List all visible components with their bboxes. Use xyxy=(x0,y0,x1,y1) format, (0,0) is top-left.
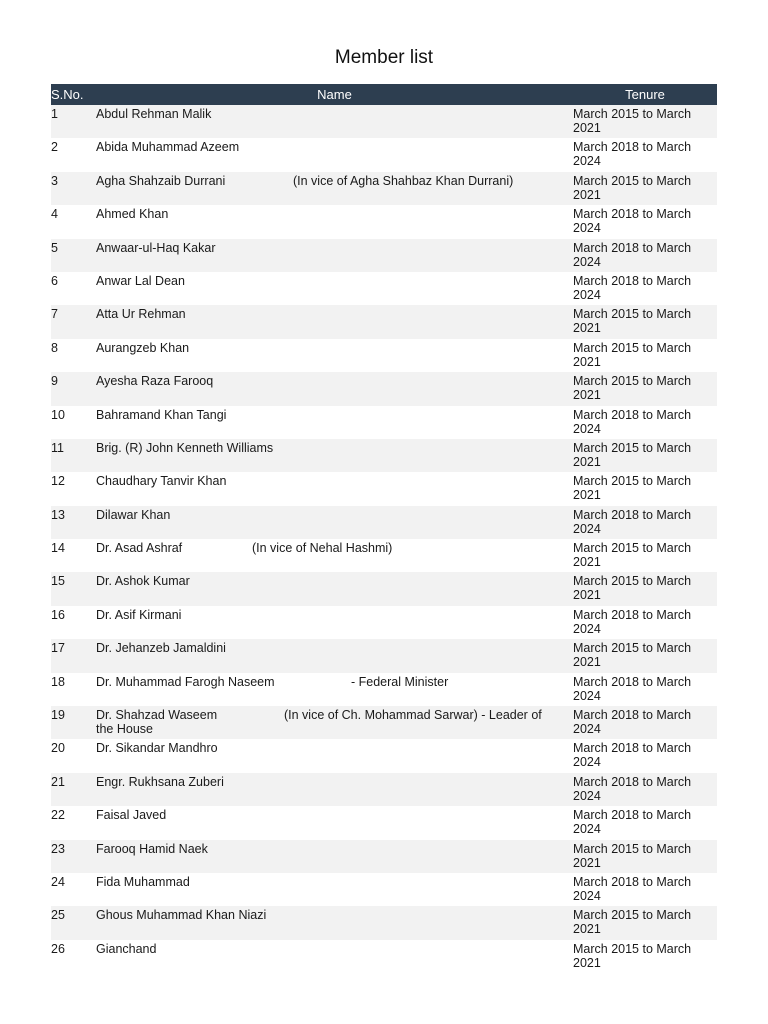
member-note: (In vice of Ch. Mohammad Sarwar) - Leader of xyxy=(284,708,542,723)
member-name: Dr. Asad Ashraf xyxy=(96,541,183,556)
member-note: (In vice of Nehal Hashmi) xyxy=(252,541,393,556)
sno-cell: 12 xyxy=(51,474,65,489)
name-cell xyxy=(96,474,573,505)
member-name: Ahmed Khan xyxy=(96,207,169,222)
sno-cell: 2 xyxy=(51,140,58,155)
member-note-continuation: the House xyxy=(96,722,153,737)
tenure-cell: March 2015 to March 2021 xyxy=(573,173,692,202)
member-name: Chaudhary Tanvir Khan xyxy=(96,474,227,489)
table-row xyxy=(51,840,717,873)
column-header-sno: S.No. xyxy=(51,87,84,102)
column-header-tenure: Tenure xyxy=(625,87,665,102)
tenure-cell: March 2018 to March 2024 xyxy=(573,240,692,269)
name-cell xyxy=(96,374,573,405)
member-name: Farooq Hamid Naek xyxy=(96,841,208,856)
name-cell xyxy=(96,541,573,572)
sno-cell: 3 xyxy=(51,173,58,188)
name-cell xyxy=(96,908,573,939)
name-cell xyxy=(96,708,573,739)
tenure-cell: March 2018 to March 2024 xyxy=(573,741,692,770)
sno-cell: 19 xyxy=(51,708,65,723)
table-row xyxy=(51,673,717,706)
page-title: Member list xyxy=(334,47,434,68)
member-name: Ghous Muhammad Khan Niazi xyxy=(96,908,267,923)
sno-cell: 21 xyxy=(51,774,65,789)
tenure-cell: March 2015 to March 2021 xyxy=(573,340,692,369)
name-cell xyxy=(96,875,573,906)
name-cell xyxy=(96,107,573,138)
member-name: Agha Shahzaib Durrani xyxy=(96,173,226,188)
sno-cell: 15 xyxy=(51,574,65,589)
name-cell xyxy=(96,741,573,772)
tenure-cell: March 2018 to March 2024 xyxy=(573,507,692,536)
member-name: Abida Muhammad Azeem xyxy=(96,140,240,155)
table-row xyxy=(51,773,717,806)
table-row xyxy=(51,539,717,572)
tenure-cell: March 2015 to March 2021 xyxy=(573,440,692,469)
tenure-cell: March 2018 to March 2024 xyxy=(573,674,692,703)
table-row xyxy=(51,105,717,138)
member-name: Dr. Jehanzeb Jamaldini xyxy=(96,641,226,656)
sno-cell: 26 xyxy=(51,941,65,956)
member-name: Brig. (R) John Kenneth Williams xyxy=(96,440,274,455)
sno-cell: 6 xyxy=(51,273,58,288)
name-cell xyxy=(96,441,573,472)
tenure-cell: March 2015 to March 2021 xyxy=(573,374,692,403)
tenure-cell: March 2015 to March 2021 xyxy=(573,641,692,670)
table-row xyxy=(51,572,717,605)
name-cell xyxy=(96,274,573,305)
member-name: Ayesha Raza Farooq xyxy=(96,374,214,389)
table-row xyxy=(51,706,717,739)
table-row xyxy=(51,806,717,839)
table-row xyxy=(51,172,717,205)
sno-cell: 8 xyxy=(51,340,58,355)
sno-cell: 10 xyxy=(51,407,65,422)
tenure-cell: March 2015 to March 2021 xyxy=(573,908,692,937)
table-row xyxy=(51,339,717,372)
tenure-cell: March 2015 to March 2021 xyxy=(573,574,692,603)
name-cell xyxy=(96,808,573,839)
name-cell xyxy=(96,140,573,171)
table-row xyxy=(51,506,717,539)
sno-cell: 7 xyxy=(51,307,58,322)
table-row xyxy=(51,639,717,672)
tenure-cell: March 2018 to March 2024 xyxy=(573,607,692,636)
member-name: Dr. Sikandar Mandhro xyxy=(96,741,218,756)
member-name: Dr. Shahzad Waseem xyxy=(96,708,218,723)
member-name: Dilawar Khan xyxy=(96,507,171,522)
table-row xyxy=(51,606,717,639)
table-row xyxy=(51,406,717,439)
member-name: Atta Ur Rehman xyxy=(96,307,186,322)
table-row xyxy=(51,272,717,305)
name-cell xyxy=(96,842,573,873)
member-name: Gianchand xyxy=(96,941,157,956)
member-name: Engr. Rukhsana Zuberi xyxy=(96,774,224,789)
sno-cell: 24 xyxy=(51,874,65,889)
member-name: Aurangzeb Khan xyxy=(96,340,190,355)
name-cell xyxy=(96,574,573,605)
tenure-cell: March 2015 to March 2021 xyxy=(573,474,692,503)
sno-cell: 17 xyxy=(51,641,65,656)
sno-cell: 18 xyxy=(51,674,65,689)
sno-cell: 23 xyxy=(51,841,65,856)
table-row xyxy=(51,906,717,939)
member-name: Faisal Javed xyxy=(96,808,167,823)
sno-cell: 22 xyxy=(51,808,65,823)
name-cell xyxy=(96,174,573,205)
member-note: (In vice of Agha Shahbaz Khan Durrani) xyxy=(293,173,514,188)
tenure-cell: March 2015 to March 2021 xyxy=(573,841,692,870)
tenure-cell: March 2015 to March 2021 xyxy=(573,107,692,135)
table-header xyxy=(51,84,717,105)
table-row xyxy=(51,472,717,505)
sno-cell: 14 xyxy=(51,541,65,556)
tenure-cell: March 2018 to March 2024 xyxy=(573,140,692,169)
table-row xyxy=(51,940,717,973)
tenure-cell: March 2018 to March 2024 xyxy=(573,273,692,302)
sno-cell: 13 xyxy=(51,507,65,522)
member-table xyxy=(51,84,717,973)
table-row xyxy=(51,372,717,405)
name-cell xyxy=(96,207,573,238)
member-name: Fida Muhammad xyxy=(96,874,190,889)
sno-cell: 5 xyxy=(51,240,58,255)
tenure-cell: March 2018 to March 2024 xyxy=(573,407,692,436)
tenure-cell: March 2018 to March 2024 xyxy=(573,808,692,837)
sno-cell: 9 xyxy=(51,374,58,389)
sno-cell: 20 xyxy=(51,741,65,756)
tenure-cell: March 2015 to March 2021 xyxy=(573,941,692,970)
sno-cell: 25 xyxy=(51,908,65,923)
table-body xyxy=(51,105,717,973)
name-cell xyxy=(96,307,573,338)
column-header-name: Name xyxy=(317,87,352,102)
name-cell xyxy=(96,508,573,539)
table-row xyxy=(51,873,717,906)
table-row xyxy=(51,205,717,238)
name-cell xyxy=(96,408,573,439)
name-cell xyxy=(96,775,573,806)
member-name: Dr. Asif Kirmani xyxy=(96,607,182,622)
name-cell xyxy=(96,241,573,272)
member-name: Anwaar-ul-Haq Kakar xyxy=(96,240,216,255)
name-cell xyxy=(96,675,573,706)
member-name: Dr. Ashok Kumar xyxy=(96,574,190,589)
tenure-cell: March 2018 to March 2024 xyxy=(573,207,692,236)
member-name: Anwar Lal Dean xyxy=(96,273,185,288)
sno-cell: 11 xyxy=(51,440,64,455)
tenure-cell: March 2018 to March 2024 xyxy=(573,874,692,903)
member-name: Abdul Rehman Malik xyxy=(96,107,212,121)
tenure-cell: March 2018 to March 2024 xyxy=(573,708,692,737)
name-cell xyxy=(96,341,573,372)
name-cell xyxy=(96,608,573,639)
sno-cell: 1 xyxy=(51,107,58,121)
member-note: - Federal Minister xyxy=(351,674,449,689)
table-row xyxy=(51,439,717,472)
table-row xyxy=(51,739,717,772)
table-row xyxy=(51,239,717,272)
member-name: Dr. Muhammad Farogh Naseem xyxy=(96,674,275,689)
tenure-cell: March 2015 to March 2021 xyxy=(573,307,692,336)
tenure-cell: March 2015 to March 2021 xyxy=(573,541,692,570)
name-cell xyxy=(96,942,573,973)
member-name: Bahramand Khan Tangi xyxy=(96,407,227,422)
tenure-cell: March 2018 to March 2024 xyxy=(573,774,692,803)
name-cell xyxy=(96,641,573,672)
table-row xyxy=(51,138,717,171)
table-row xyxy=(51,305,717,338)
sno-cell: 4 xyxy=(51,207,58,222)
sno-cell: 16 xyxy=(51,607,65,622)
